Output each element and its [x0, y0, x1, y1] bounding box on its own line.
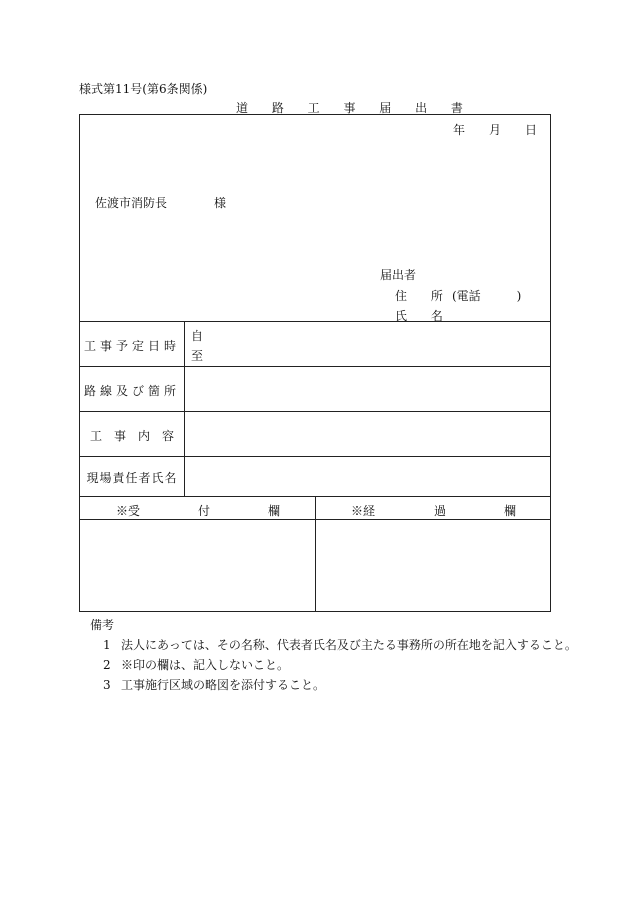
row-label-route: 路線及び箇所 [83, 384, 180, 398]
progress-head-1: ※経 [351, 504, 376, 518]
notes-heading: 備考 [90, 618, 115, 632]
reception-head-3: 欄 [268, 504, 281, 518]
divider-row-1 [80, 366, 550, 367]
day-label: 日 [525, 123, 538, 137]
name-label: 氏 名 [395, 309, 453, 323]
divider-row-3 [80, 456, 550, 457]
divider-top [80, 321, 550, 322]
note-item [103, 676, 325, 693]
note-number: 1 [103, 638, 111, 652]
honorific: 様 [214, 196, 227, 210]
address-label: 住 所 [395, 289, 453, 303]
notifier-label: 届出者 [380, 268, 417, 282]
note-number: 3 [103, 678, 111, 692]
reception-head-2: 付 [198, 504, 211, 518]
addressee: 佐渡市消防長 [95, 196, 168, 210]
label-column-divider [184, 321, 185, 496]
row-label-manager: 現場責任者氏名 [86, 471, 178, 485]
document-title: 道 路 工 事 届 出 書 [236, 101, 473, 115]
form-frame [79, 114, 551, 612]
reception-head-1: ※受 [116, 504, 141, 518]
note-text: 法人にあっては、その名称、代表者氏名及び主たる事務所の所在地を記入すること。 [121, 638, 577, 652]
schedule-from: 自 [191, 329, 204, 343]
note-text: 工事施行区域の略図を添付すること。 [121, 678, 326, 692]
note-text: ※印の欄は、記入しないこと。 [121, 658, 290, 672]
year-label: 年 [453, 123, 466, 137]
row-label-schedule: 工事予定日時 [83, 339, 180, 353]
form-number: 様式第11号(第6条関係) [79, 82, 208, 96]
schedule-to: 至 [191, 349, 204, 363]
row-label-work: 工 事 内 容 [89, 429, 174, 443]
progress-head-2: 過 [434, 504, 447, 518]
progress-head-3: 欄 [504, 504, 517, 518]
note-number: 2 [103, 658, 111, 672]
note-item [103, 636, 577, 653]
divider-row-2 [80, 411, 550, 412]
note-item [103, 656, 289, 673]
bottom-column-divider [315, 496, 316, 611]
phone-label: (電話 ) [452, 289, 522, 303]
month-label: 月 [489, 123, 502, 137]
